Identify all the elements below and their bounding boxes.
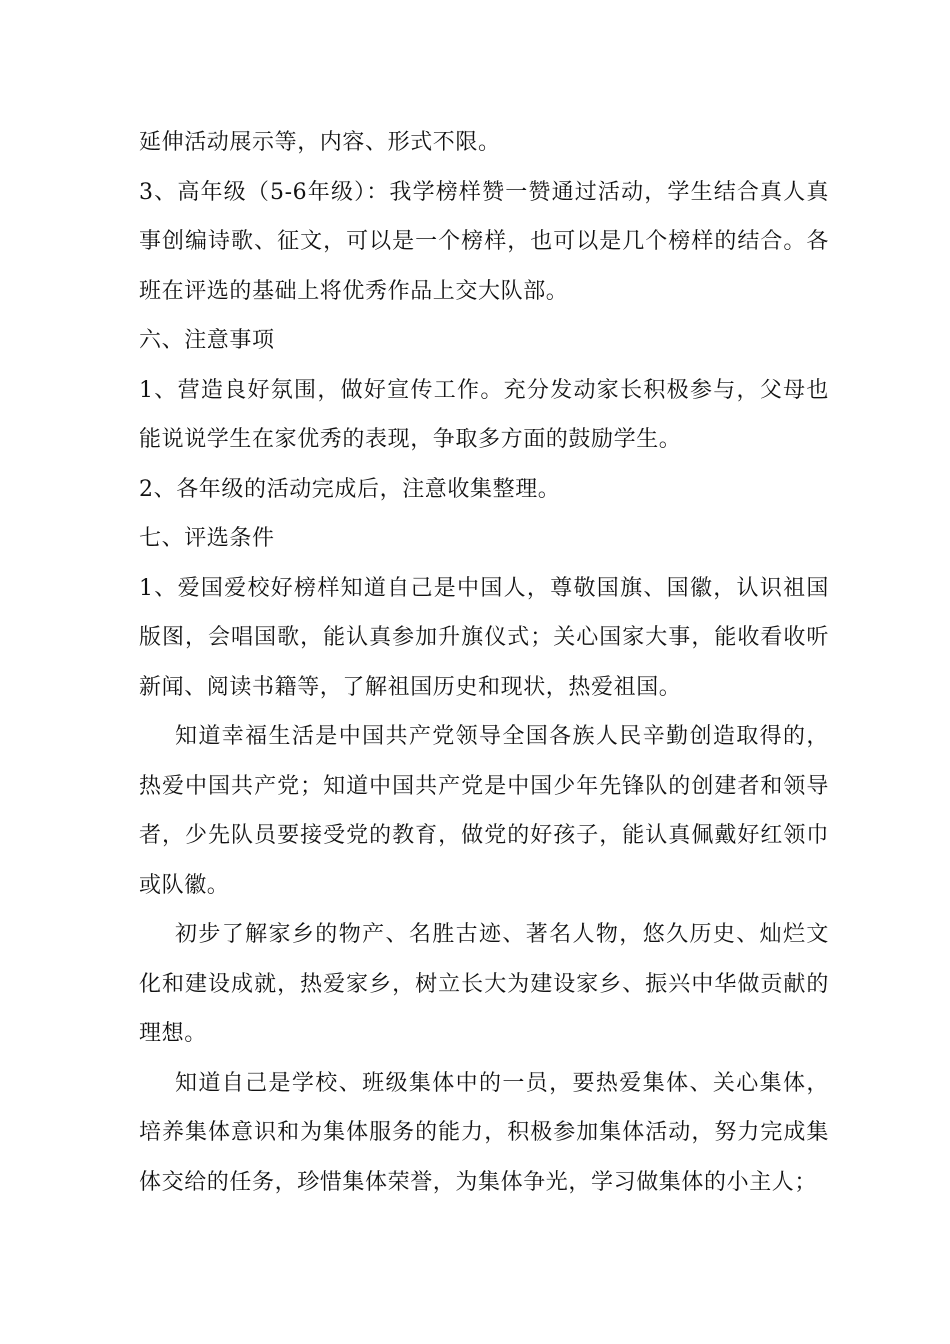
paragraph-criteria-patriotic: 1、爱国爱校好榜样知道自己是中国人，尊敬国旗、国徽，认识祖国版图，会唱国歌，能认真参加升旗仪式；关心国家大事，能收看收听新闻、阅读书籍等，了解祖国历史和现状，热爱祖国。 — [139, 575, 829, 700]
paragraph-note-atmosphere: 1、营造良好氛围，做好宣传工作。充分发动家长积极参与，父母也能说说学生在家优秀的表现，争取多方面的鼓励学生。 — [139, 377, 829, 452]
paragraph-note-collection: 2、各年级的活动完成后，注意收集整理。 — [139, 476, 561, 502]
document-body — [139, 118, 829, 1207]
paragraph-senior-grade: 3、高年级（5-6年级）：我学榜样赞一赞通过活动，学生结合真人真事创编诗歌、征文，可以是一个榜样，也可以是几个榜样的结合。各班在评选的基础上将优秀作品上交大队部。 — [139, 179, 829, 304]
paragraph-activity-display: 延伸活动展示等，内容、形式不限。 — [139, 130, 501, 155]
paragraph-criteria-hometown: 初步了解家乡的物产、名胜古迹、著名人物，悠久历史、灿烂文化和建设成就，热爱家乡，树立长大为建设家乡、振兴中华做贡献的理想。 — [139, 922, 829, 1046]
section-heading-notes: 六、注意事项 — [139, 328, 275, 353]
section-heading-criteria: 七、评选条件 — [139, 526, 275, 551]
paragraph-criteria-collective: 知道自己是学校、班级集体中的一员，要热爱集体、关心集体，培养集体意识和为集体服务的能力，积极参加集体活动，努力完成集体交给的任务，珍惜集体荣誉，为集体争光，学习做集体的小主人； — [139, 1070, 829, 1195]
paragraph-criteria-party: 知道幸福生活是中国共产党领导全国各族人民辛勤创造取得的，热爱中国共产党；知道中国共产党是中国少年先锋队的创建者和领导者，少先队员要接受党的教育，做党的好孩子，能认真佩戴好红领巾或队徽。 — [139, 724, 829, 898]
